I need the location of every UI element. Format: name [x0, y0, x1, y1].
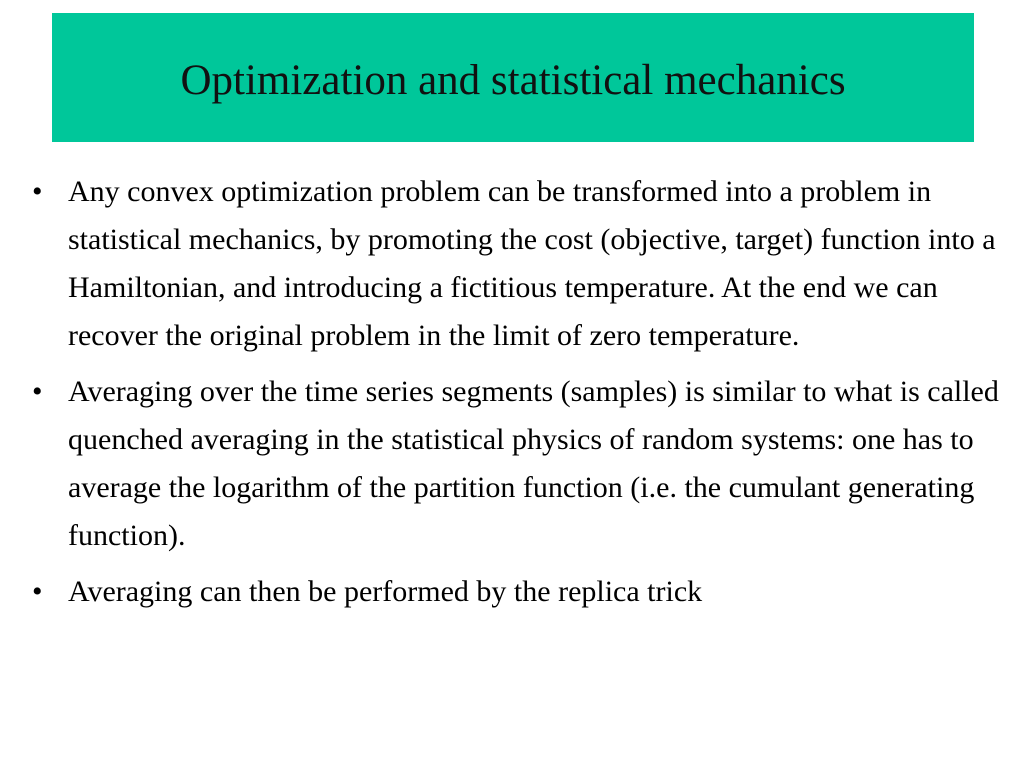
bullet-marker: •	[32, 575, 43, 608]
bullet-list	[32, 168, 1004, 624]
bullet-marker: •	[32, 175, 43, 208]
bullet-item	[32, 168, 1004, 360]
slide-title: Optimization and statistical mechanics	[180, 56, 846, 104]
bullet-text: Averaging over the time series segments (samples) is similar to what is called quenched averaging in the statistical physics of random systems: one has to average the logarithm of the partition function (i.e. the cumulant generating function).	[68, 375, 999, 552]
title-band	[52, 13, 974, 142]
bullet-marker: •	[32, 375, 43, 408]
bullet-text: Any convex optimization problem can be transformed into a problem in statistical mechanics, by promoting the cost (objective, target) function into a Hamiltonian, and introducing a fictitious temperature. At the end we can recover the original problem in the limit of zero temperature.	[68, 175, 996, 352]
bullet-item	[32, 568, 1004, 616]
bullet-item	[32, 368, 1004, 560]
bullet-text: Averaging can then be performed by the replica trick	[68, 575, 703, 608]
